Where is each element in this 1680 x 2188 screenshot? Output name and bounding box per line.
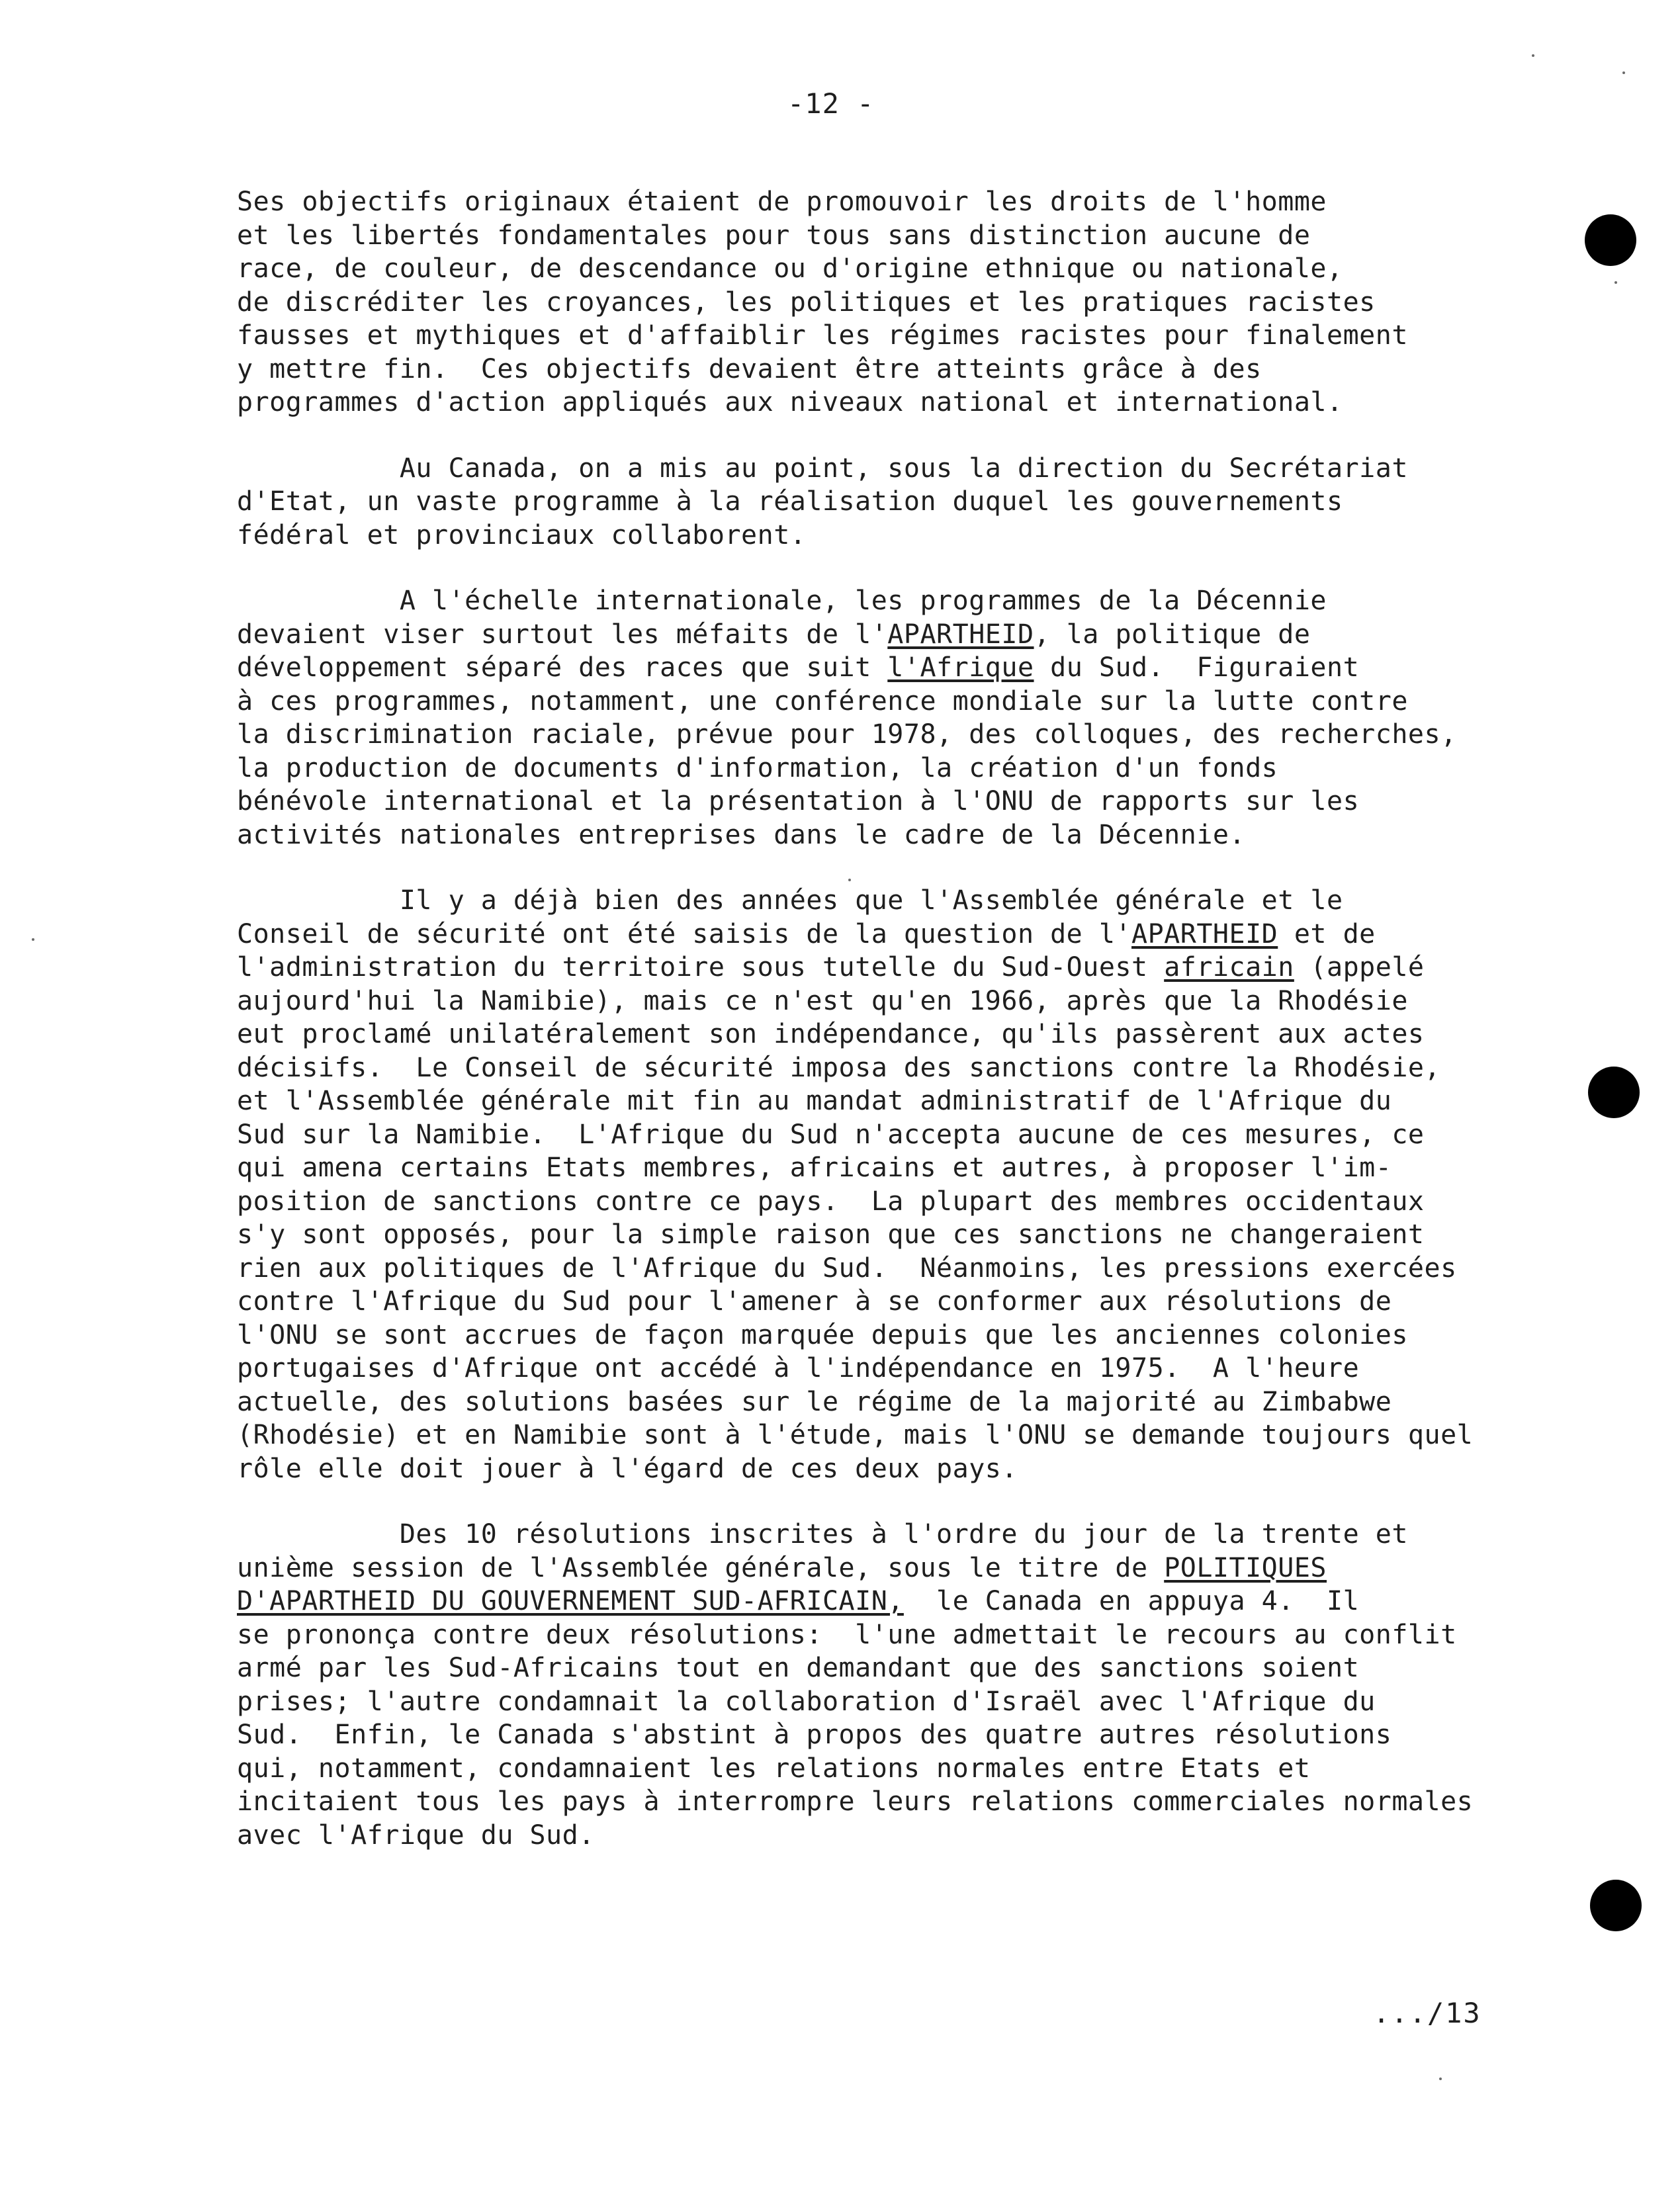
text-line (237, 1452, 1514, 1486)
text-segment: aujourd'hui la Namibie), mais ce n'est qu'en 1966, après que la Rhodésie (237, 985, 1408, 1016)
text-line (237, 286, 1514, 320)
text-segment: eut proclamé unilatéralement son indépendance, qu'ils passèrent aux actes (237, 1019, 1425, 1049)
text-segment: et les libertés fondamentales pour tous sans distinction aucune de (237, 220, 1311, 251)
text-segment: unième session de l'Assemblée générale, sous le titre de (237, 1552, 1165, 1583)
text-line (237, 319, 1514, 353)
underlined-text: APARTHEID (1131, 918, 1278, 949)
text-line (237, 185, 1514, 219)
text-line (237, 785, 1514, 818)
text-segment: contre l'Afrique du Sud pour l'amener à se conformer aux résolutions de (237, 1286, 1392, 1317)
text-segment: qui, notamment, condamnaient les relations normales entre Etats et (237, 1753, 1311, 1784)
text-line (237, 818, 1514, 852)
text-line (237, 884, 1514, 918)
text-line (237, 386, 1514, 419)
text-line (237, 1252, 1514, 1286)
text-segment: rien aux politiques de l'Afrique du Sud. Néanmoins, les pressions exercées (237, 1252, 1457, 1284)
continuation-marker: .../13 (1373, 1997, 1481, 2029)
text-line (237, 353, 1514, 386)
text-segment: de discréditer les croyances, les politiques et les pratiques racistes (237, 286, 1376, 318)
text-segment: (Rhodésie) et en Namibie sont à l'étude, mais l'ONU se demande toujours quel (237, 1420, 1474, 1450)
text-segment: fédéral et provinciaux collaborent. (237, 519, 807, 550)
text-line (237, 1051, 1514, 1085)
text-segment: du Sud. Figuraient (1034, 652, 1360, 683)
scan-speck (1532, 54, 1534, 57)
text-line (237, 1419, 1514, 1452)
text-segment: et de (1278, 918, 1376, 949)
text-segment: fausses et mythiques et d'affaiblir les régimes racistes pour finalement (237, 320, 1408, 351)
text-line (237, 584, 1514, 618)
text-segment: avec l'Afrique du Sud. (237, 1819, 595, 1851)
text-line (237, 519, 1514, 552)
text-segment: armé par les Sud-Africains tout en demandant que des sanctions soient (237, 1653, 1360, 1683)
text-segment: la production de documents d'information, la création d'un fonds (237, 752, 1278, 783)
text-line (237, 1185, 1514, 1219)
text-segment: le Canada en appuya 4. Il (903, 1586, 1360, 1616)
text-segment: à ces programmes, notamment, une conférence mondiale sur la lutte contre (237, 685, 1408, 717)
text-line (237, 951, 1514, 985)
punch-hole-middle (1588, 1067, 1640, 1118)
text-segment: rôle elle doit jouer à l'égard de ces deux pays. (237, 1453, 1018, 1484)
text-line (237, 1752, 1514, 1786)
text-segment: la discrimination raciale, prévue pour 1978, des colloques, des recherches, (237, 719, 1457, 750)
text-segment: décisifs. Le Conseil de sécurité imposa des sanctions contre la Rhodésie, (237, 1052, 1441, 1083)
text-segment: (appelé (1294, 952, 1425, 983)
text-line (237, 1618, 1514, 1652)
body-text (237, 185, 1514, 1852)
text-line (237, 985, 1514, 1018)
text-line (237, 1385, 1514, 1419)
scan-speck (1614, 281, 1617, 284)
underlined-text: APARTHEID (887, 619, 1034, 650)
text-segment: Ses objectifs originaux étaient de promouvoir les droits de l'homme (237, 187, 1327, 217)
text-segment: actuelle, des solutions basées sur le régime de la majorité au Zimbabwe (237, 1386, 1392, 1417)
text-line (237, 1785, 1514, 1819)
text-segment: prises; l'autre condamnait la collaboration d'Israël avec l'Afrique du (237, 1686, 1376, 1717)
text-line (237, 252, 1514, 286)
scan-speck (848, 879, 851, 881)
text-segment: Sud sur la Namibie. L'Afrique du Sud n'accepta aucune de ces mesures, ce (237, 1119, 1425, 1150)
page-number: -12 - (787, 87, 875, 120)
text-segment: devaient viser surtout les méfaits de l' (237, 619, 888, 650)
text-segment: A l'échelle internationale, les programmes de la Décennie (237, 586, 1327, 616)
text-segment: l'ONU se sont accrues de façon marquée depuis que les anciennes colonies (237, 1319, 1408, 1350)
text-segment: position de sanctions contre ce pays. La plupart des membres occidentaux (237, 1186, 1425, 1217)
text-line (237, 1118, 1514, 1152)
text-segment: développement séparé des races que suit (237, 652, 888, 683)
text-line (237, 1285, 1514, 1319)
punch-hole-top (1585, 214, 1636, 266)
text-segment: Il y a déjà bien des années que l'Assemblée générale et le (237, 885, 1343, 916)
text-line (237, 1151, 1514, 1185)
text-line (237, 752, 1514, 785)
text-segment: race, de couleur, de descendance ou d'origine ethnique ou nationale, (237, 253, 1343, 284)
text-line (237, 651, 1514, 685)
text-line (237, 1218, 1514, 1252)
underlined-text: l'Afrique (887, 652, 1034, 683)
paragraph (237, 185, 1514, 419)
text-line (237, 718, 1514, 752)
paragraph (237, 1518, 1514, 1852)
text-segment: Sud. Enfin, le Canada s'abstint à propos des quatre autres résolutions (237, 1720, 1392, 1750)
text-segment: Conseil de sécurité ont été saisis de la question de l' (237, 918, 1132, 949)
text-segment: qui amena certains Etats membres, africains et autres, à proposer l'im- (237, 1153, 1392, 1183)
text-line (237, 452, 1514, 486)
text-segment: programmes d'action appliqués aux niveaux national et international. (237, 387, 1343, 417)
text-line (237, 918, 1514, 951)
text-line (237, 1018, 1514, 1051)
text-segment: et l'Assemblée générale mit fin au mandat administratif de l'Afrique du (237, 1086, 1392, 1116)
text-line (237, 1319, 1514, 1352)
paragraph (237, 884, 1514, 1485)
text-line (237, 1718, 1514, 1752)
scan-speck (1439, 2078, 1442, 2080)
scan-speck (32, 938, 34, 941)
text-segment: l'administration du territoire sous tutelle du Sud-Ouest (237, 952, 1165, 983)
text-segment: Au Canada, on a mis au point, sous la direction du Secrétariat (237, 453, 1408, 484)
text-segment: d'Etat, un vaste programme à la réalisation duquel les gouvernements (237, 486, 1343, 517)
text-segment: incitaient tous les pays à interrompre leurs relations commerciales normales (237, 1786, 1474, 1817)
underlined-text: POLITIQUES (1164, 1552, 1327, 1583)
text-line (237, 1585, 1514, 1618)
text-line (237, 219, 1514, 253)
punch-hole-bottom (1590, 1880, 1642, 1931)
text-segment: activités nationales entreprises dans le cadre de la Décennie. (237, 819, 1246, 850)
paragraph (237, 452, 1514, 552)
text-segment: s'y sont opposés, pour la simple raison que ces sanctions ne changeraient (237, 1219, 1425, 1250)
text-line (237, 1552, 1514, 1585)
underlined-text: D'APARTHEID DU GOUVERNEMENT SUD-AFRICAIN, (237, 1586, 904, 1616)
text-line (237, 618, 1514, 652)
text-line (237, 1518, 1514, 1552)
text-line (237, 1685, 1514, 1719)
text-line (237, 1352, 1514, 1385)
text-segment: y mettre fin. Ces objectifs devaient être atteints grâce à des (237, 353, 1262, 384)
text-segment: portugaises d'Afrique ont accédé à l'indépendance en 1975. A l'heure (237, 1353, 1360, 1383)
text-segment: , la politique de (1034, 619, 1311, 650)
scan-speck (1622, 71, 1625, 74)
text-line (237, 685, 1514, 719)
text-segment: Des 10 résolutions inscrites à l'ordre du jour de la trente et (237, 1519, 1408, 1550)
paragraph (237, 584, 1514, 852)
text-segment: bénévole international et la présentation à l'ONU de rapports sur les (237, 786, 1360, 816)
text-line (237, 485, 1514, 519)
text-line (237, 1819, 1514, 1853)
text-line (237, 1651, 1514, 1685)
text-line (237, 1084, 1514, 1118)
underlined-text: africain (1164, 952, 1294, 983)
text-segment: se prononça contre deux résolutions: l'une admettait le recours au conflit (237, 1619, 1457, 1650)
